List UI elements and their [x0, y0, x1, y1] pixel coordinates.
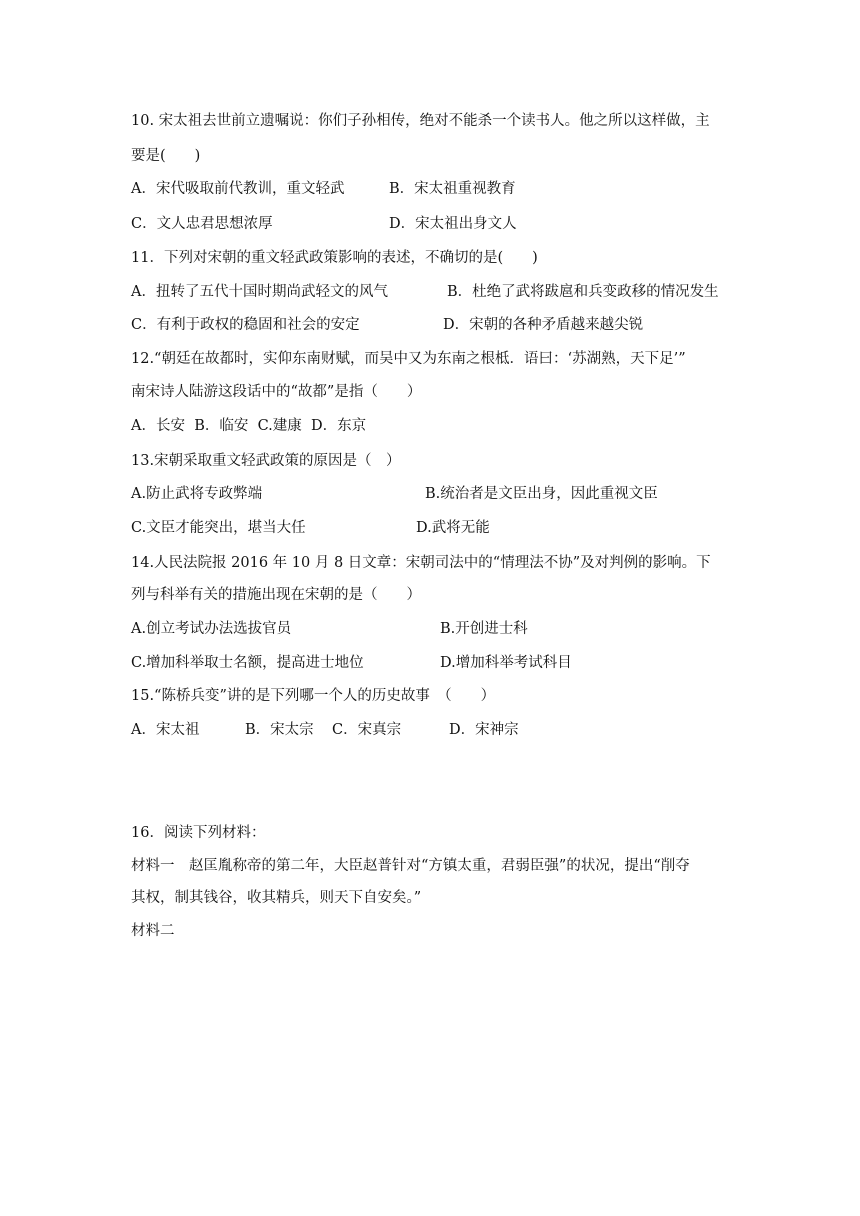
q11-option-b: B．杜绝了武将跋扈和兵变政移的情况发生	[447, 284, 719, 300]
q11-stem: 11．下列对宋朝的重文轻武政策影响的表述，不确切的是( )	[131, 250, 538, 266]
q13-stem: 13.宋朝采取重文轻武政策的原因是（ ）	[131, 453, 401, 469]
q10-stem-line1: 10. 宋太祖去世前立遗嘱说：你们子孙相传，绝对不能杀一个读书人。他之所以这样做，主	[131, 113, 710, 129]
q16-material2-label: 材料二	[131, 923, 175, 939]
q10-option-a: A．宋代吸取前代教训，重文轻武	[131, 181, 345, 197]
q15-option-c: C．宋真宗	[332, 722, 402, 738]
q12-stem-line1: 12.“朝廷在故都时，实仰东南财赋，而吴中又为东南之根柢．语曰：‘苏湖熟，天下足’”	[131, 351, 686, 367]
q14-stem-line2: 列与科举有关的措施出现在宋朝的是（ ）	[131, 587, 421, 603]
q11-option-a: A．扭转了五代十国时期尚武轻文的风气	[131, 284, 388, 300]
q16-material1-line2: 其权，制其钱谷，收其精兵，则天下自安矣。”	[131, 890, 422, 906]
q12-stem-line2: 南宋诗人陆游这段话中的“故都”是指（ ）	[131, 384, 422, 400]
q14-option-b: B.开创进士科	[440, 621, 528, 637]
q10-option-b: B．宋太祖重视教育	[389, 181, 516, 197]
q12-options: A．长安 B．临安 C.建康 D．东京	[131, 418, 367, 434]
q14-option-d: D.增加科举考试科目	[440, 655, 572, 671]
q10-option-d: D．宋太祖出身文人	[389, 216, 517, 232]
q16-material1-line1: 材料一 赵匡胤称帝的第二年，大臣赵普针对“方镇太重，君弱臣强”的状况，提出“削夺	[131, 858, 690, 874]
q15-stem: 15.“陈桥兵变”讲的是下列哪一个人的历史故事 （ ）	[131, 688, 496, 704]
q10-stem-line2: 要是( )	[131, 148, 201, 164]
q10-option-c: C．文人忠君思想浓厚	[131, 216, 273, 232]
q11-option-d: D．宋朝的各种矛盾越来越尖锐	[443, 317, 644, 333]
q13-option-a: A.防止武将专政弊端	[131, 486, 263, 502]
q13-option-d: D.武将无能	[416, 520, 490, 536]
q15-option-a: A．宋太祖	[131, 722, 200, 738]
q13-option-b: B.统治者是文臣出身，因此重视文臣	[425, 486, 658, 502]
q14-option-a: A.创立考试办法选拔官员	[131, 621, 292, 637]
q16-stem: 16．阅读下列材料：	[131, 825, 266, 841]
q14-option-c: C.增加科举取士名额，提高进士地位	[131, 655, 364, 671]
q15-option-d: D．宋神宗	[449, 722, 519, 738]
q13-option-c: C.文臣才能突出，堪当大任	[131, 520, 306, 536]
q15-option-b: B．宋太宗	[245, 722, 314, 738]
q11-option-c: C．有利于政权的稳固和社会的安定	[131, 317, 360, 333]
q14-stem-line1: 14.人民法院报 2016 年 10 月 8 日文章：宋朝司法中的“情理法不协”及对判例的影响。下	[131, 555, 711, 571]
